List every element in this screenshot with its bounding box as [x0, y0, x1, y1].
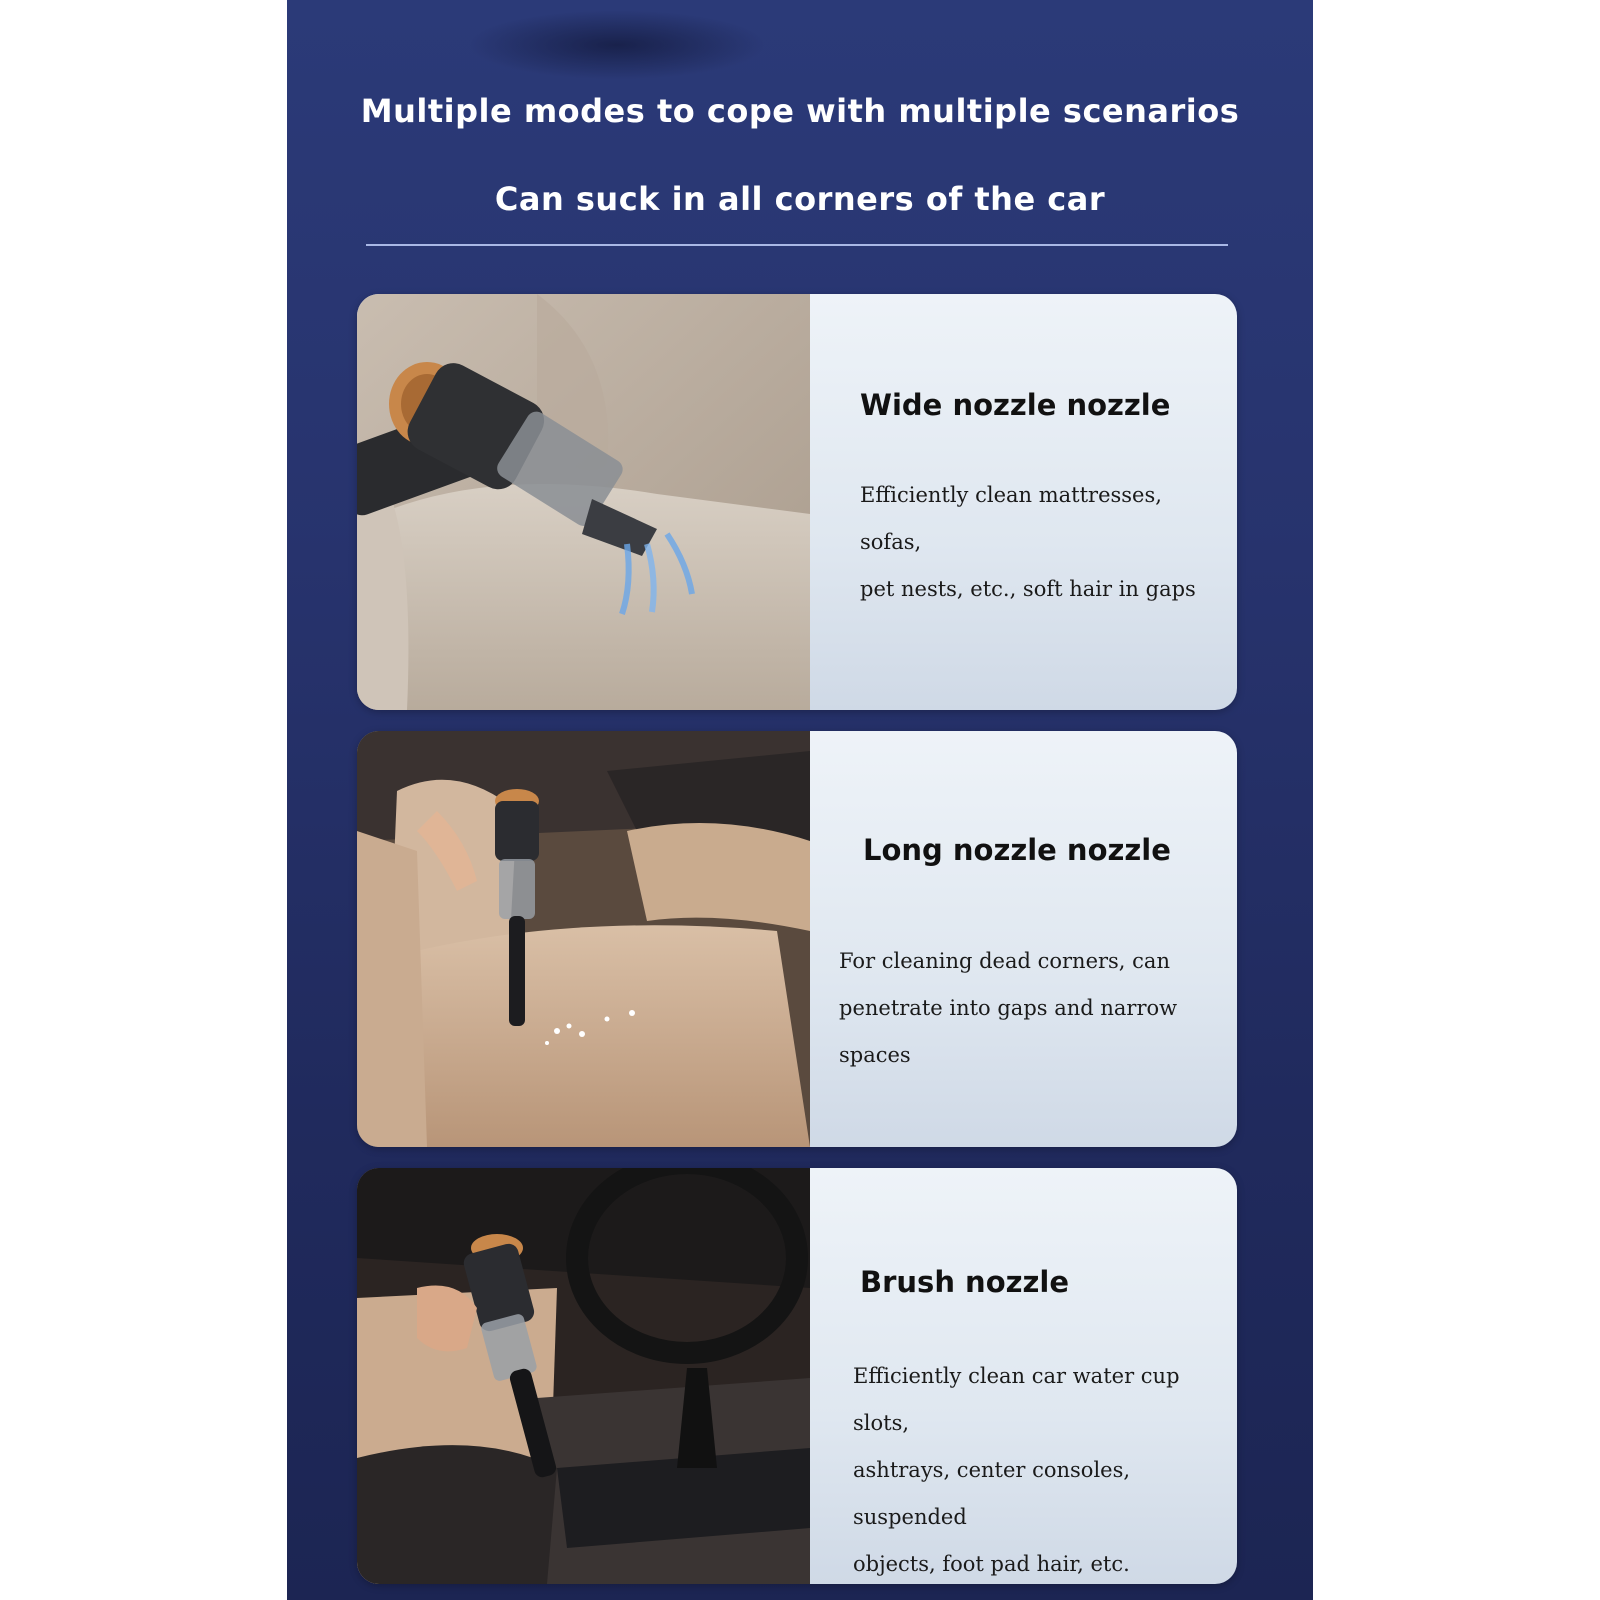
- header-divider: [366, 244, 1228, 246]
- headline-corners: Can suck in all corners of the car: [494, 180, 1106, 218]
- card-brush-nozzle: [357, 1168, 1237, 1584]
- vacuum-brush-nozzle-photo: [357, 1168, 810, 1584]
- feature-panel: [287, 0, 1313, 1600]
- card-description: Efficiently clean car water cup slots, ashtrays, center consoles, suspended objects, foot pad hair, etc.: [853, 1364, 1180, 1576]
- card-title: Long nozzle nozzle: [863, 833, 1171, 867]
- vacuum-wide-nozzle-photo: [357, 294, 810, 710]
- card-long-nozzle: [357, 731, 1237, 1147]
- headline-modes: Multiple modes to cope with multiple scenarios: [360, 92, 1240, 130]
- card-title: Wide nozzle nozzle: [860, 388, 1171, 422]
- vacuum-long-nozzle-photo: [357, 731, 810, 1147]
- card-description: For cleaning dead corners, can penetrate into gaps and narrow spaces: [839, 949, 1178, 1067]
- card-description: Efficiently clean mattresses, sofas, pet nests, etc., soft hair in gaps: [860, 483, 1196, 601]
- card-title: Brush nozzle: [860, 1265, 1069, 1299]
- decorative-shadow: [467, 10, 767, 80]
- card-wide-nozzle: [357, 294, 1237, 710]
